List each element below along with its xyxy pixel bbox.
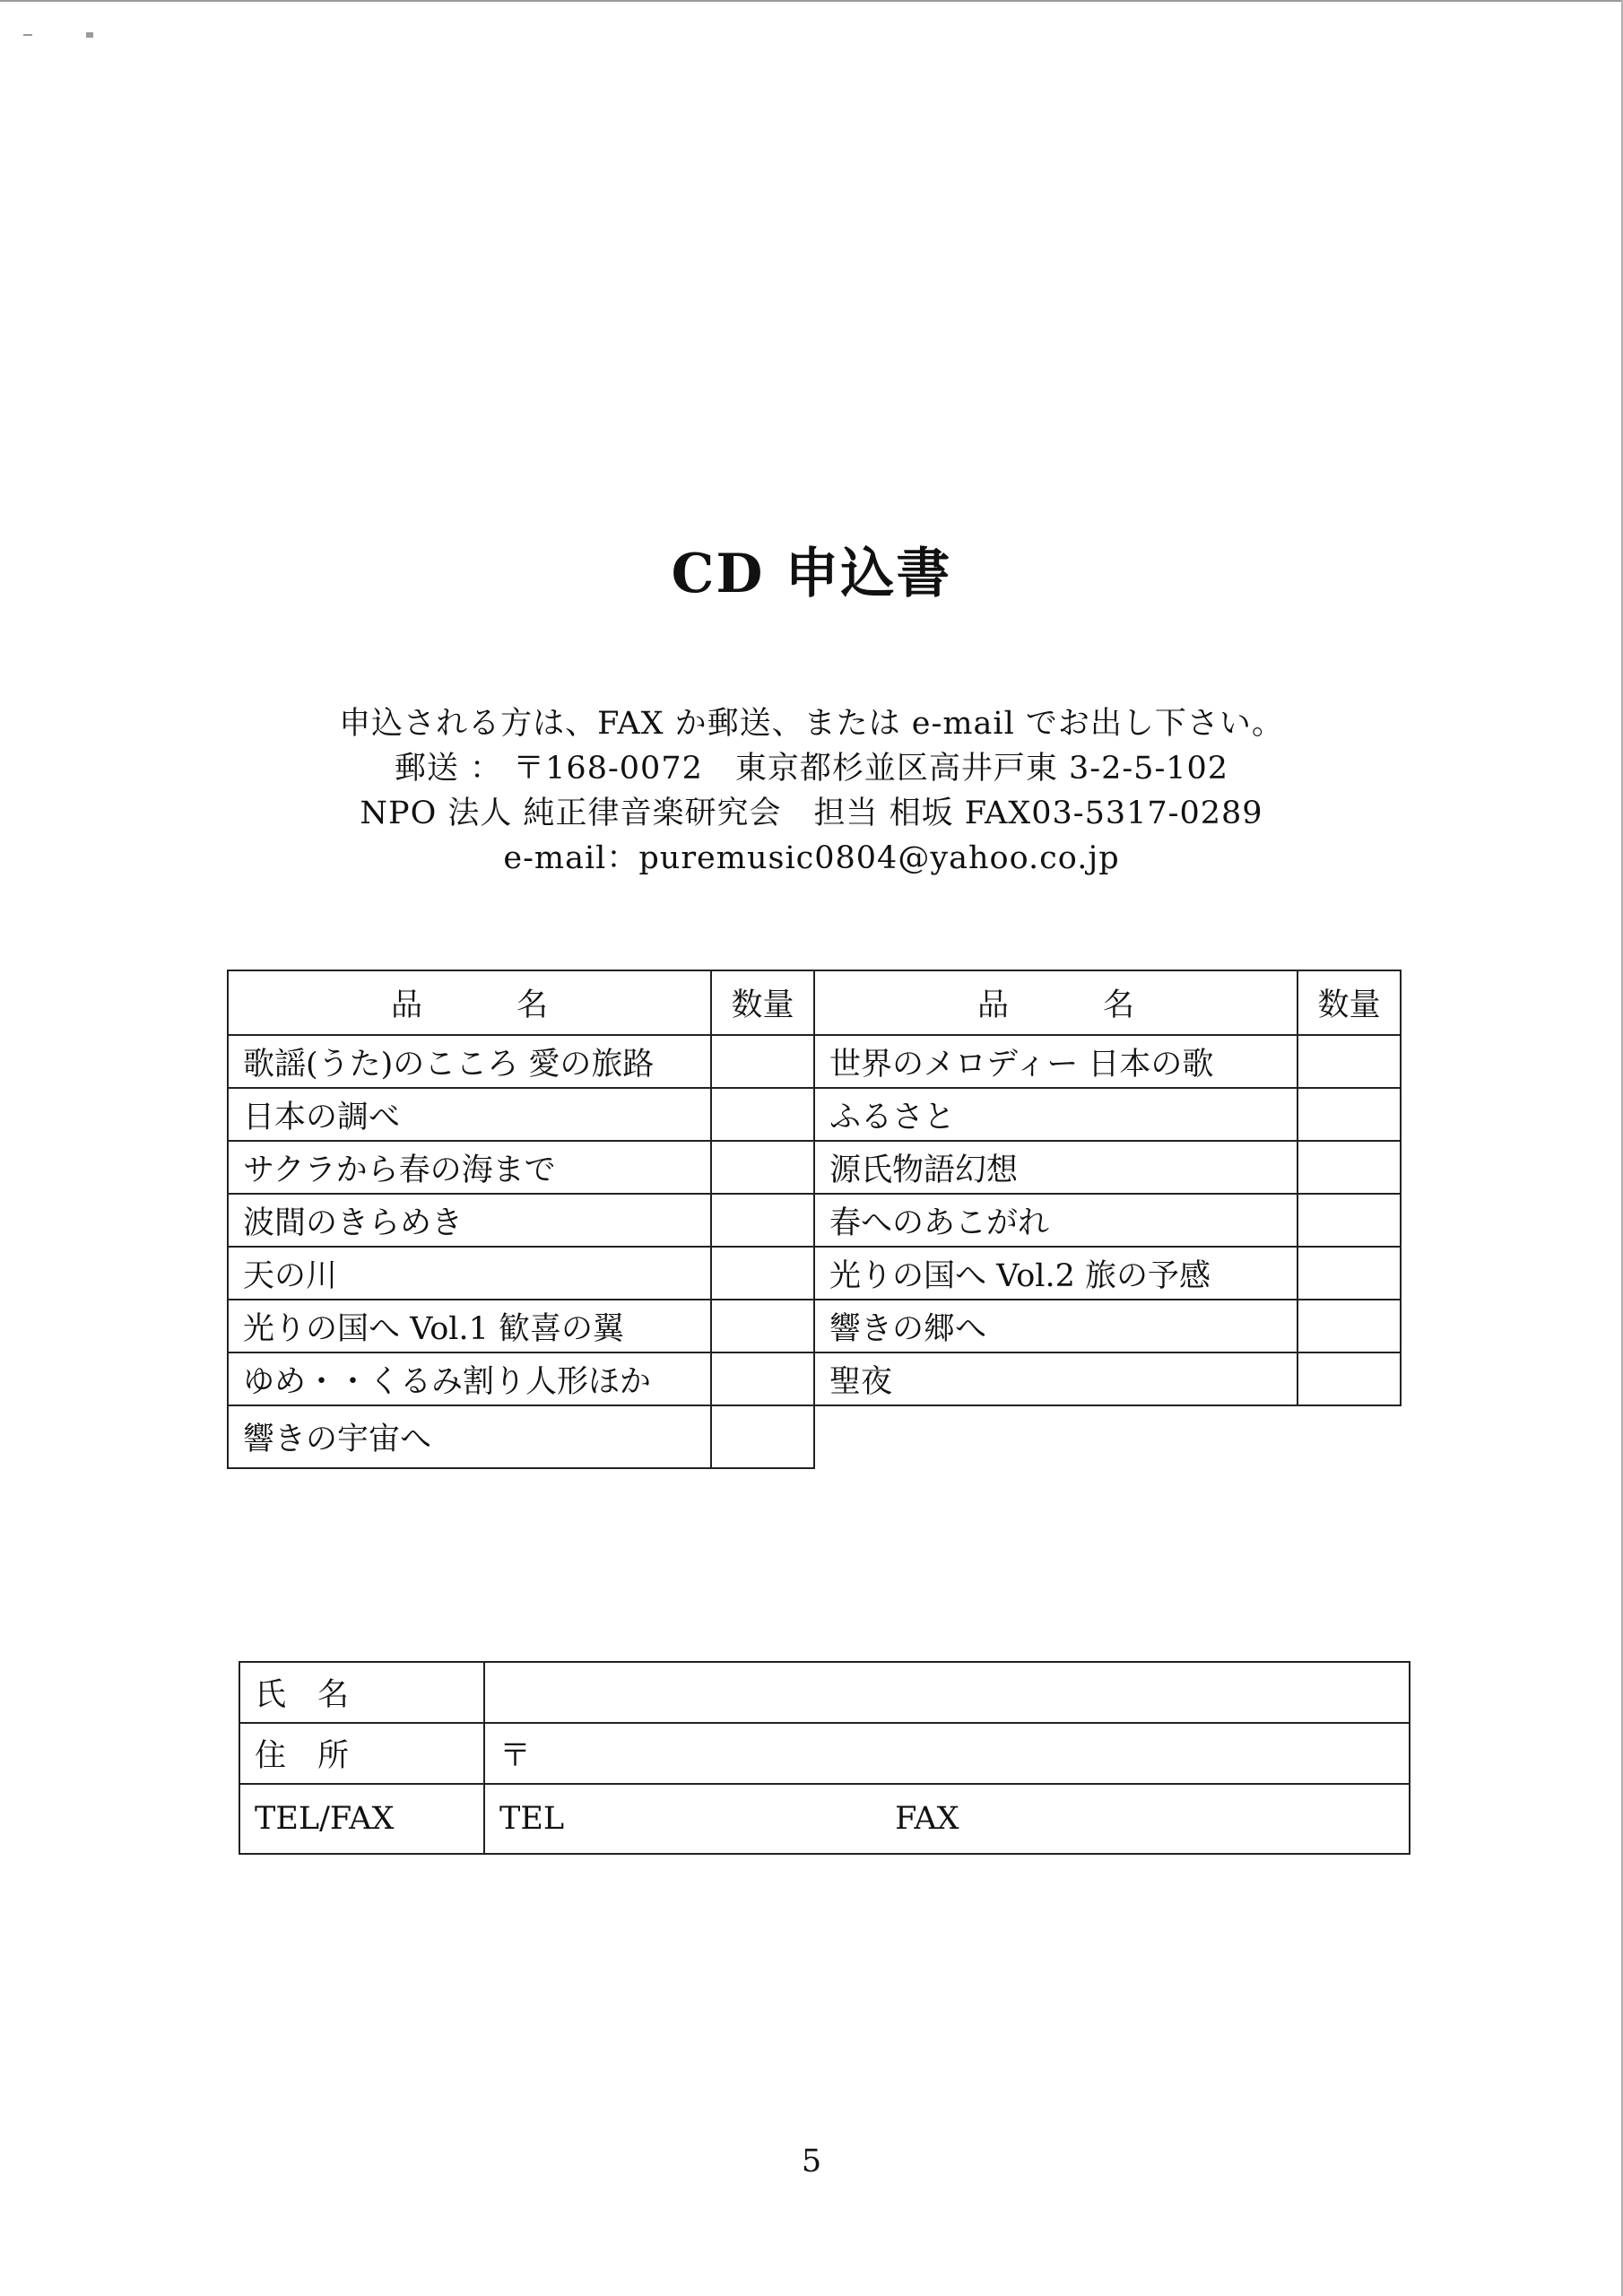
quantity-cell[interactable] bbox=[1298, 1247, 1401, 1300]
table-header-row bbox=[228, 970, 1401, 1035]
product-name: 聖夜 bbox=[814, 1352, 1298, 1405]
intro-postal-address: 郵送 ： 〒168-0072 東京都杉並区高井戸東 3-2-5-102 bbox=[394, 751, 1229, 787]
product-name: サクラから春の海まで bbox=[228, 1141, 711, 1194]
product-name: 春へのあこがれ bbox=[814, 1194, 1298, 1247]
page-number: 5 bbox=[801, 2144, 822, 2179]
table-row bbox=[228, 1247, 1401, 1300]
address-row bbox=[239, 1723, 1410, 1784]
name-row bbox=[239, 1662, 1410, 1723]
fax-label: FAX bbox=[895, 1801, 959, 1837]
header-item-name: 品 名 bbox=[814, 970, 1298, 1035]
header-quantity: 数量 bbox=[1298, 970, 1401, 1035]
quantity-cell[interactable] bbox=[711, 1141, 814, 1194]
telfax-field[interactable] bbox=[484, 1784, 1410, 1854]
quantity-cell[interactable] bbox=[711, 1088, 814, 1141]
header-item-name: 品 名 bbox=[228, 970, 711, 1035]
quantity-cell[interactable] bbox=[711, 1194, 814, 1247]
quantity-cell[interactable] bbox=[711, 1405, 814, 1468]
postal-mark: 〒 bbox=[499, 1738, 532, 1774]
empty-cell bbox=[814, 1405, 1401, 1468]
quantity-cell[interactable] bbox=[1298, 1194, 1401, 1247]
table-row bbox=[228, 1300, 1401, 1352]
product-name: 響きの宇宙へ bbox=[228, 1405, 711, 1468]
name-label: 氏 名 bbox=[239, 1662, 484, 1723]
product-name: 天の川 bbox=[228, 1247, 711, 1300]
intro-organization: NPO 法人 純正律音楽研究会 担当 相坂 FAX03-5317-0289 bbox=[360, 796, 1263, 831]
quantity-cell[interactable] bbox=[1298, 1352, 1401, 1405]
quantity-cell[interactable] bbox=[1298, 1035, 1401, 1088]
product-name: 光りの国へ Vol.1 歓喜の翼 bbox=[228, 1300, 711, 1352]
telfax-row bbox=[239, 1784, 1410, 1854]
telfax-label: TEL/FAX bbox=[239, 1784, 484, 1854]
table-row bbox=[228, 1352, 1401, 1405]
address-label: 住 所 bbox=[239, 1723, 484, 1784]
product-name: ゆめ・・くるみ割り人形ほか bbox=[228, 1352, 711, 1405]
page-top-edge bbox=[0, 0, 1623, 2]
quantity-cell[interactable] bbox=[711, 1247, 814, 1300]
customer-info-table bbox=[239, 1661, 1410, 1855]
product-name: 世界のメロディー 日本の歌 bbox=[814, 1035, 1298, 1088]
address-field[interactable] bbox=[484, 1723, 1410, 1784]
quantity-cell[interactable] bbox=[1298, 1141, 1401, 1194]
table-row bbox=[228, 1035, 1401, 1088]
intro-email: e-mail：puremusic0804@yahoo.co.jp bbox=[503, 840, 1120, 876]
quantity-cell[interactable] bbox=[711, 1352, 814, 1405]
intro-instructions: 申込される方は、FAX か郵送、または e-mail でお出し下さい。 bbox=[339, 706, 1284, 742]
table-row bbox=[228, 1194, 1401, 1247]
product-order-table bbox=[227, 970, 1402, 1469]
quantity-cell[interactable] bbox=[1298, 1088, 1401, 1141]
table-row bbox=[228, 1405, 1401, 1468]
quantity-cell[interactable] bbox=[1298, 1300, 1401, 1352]
form-title: CD 申込書 bbox=[671, 543, 952, 605]
product-name: 日本の調べ bbox=[228, 1088, 711, 1141]
tel-label: TEL bbox=[499, 1801, 565, 1837]
scan-speck bbox=[23, 34, 32, 36]
quantity-cell[interactable] bbox=[711, 1300, 814, 1352]
product-name: ふるさと bbox=[814, 1088, 1298, 1141]
table-row bbox=[228, 1141, 1401, 1194]
product-name: 波間のきらめき bbox=[228, 1194, 711, 1247]
name-field[interactable] bbox=[484, 1662, 1410, 1723]
product-name: 光りの国へ Vol.2 旅の予感 bbox=[814, 1247, 1298, 1300]
product-name: 歌謡(うた)のこころ 愛の旅路 bbox=[228, 1035, 711, 1088]
scan-speck bbox=[86, 32, 93, 38]
product-name: 源氏物語幻想 bbox=[814, 1141, 1298, 1194]
table-row bbox=[228, 1088, 1401, 1141]
header-quantity: 数量 bbox=[711, 970, 814, 1035]
quantity-cell[interactable] bbox=[711, 1035, 814, 1088]
product-name: 響きの郷へ bbox=[814, 1300, 1298, 1352]
